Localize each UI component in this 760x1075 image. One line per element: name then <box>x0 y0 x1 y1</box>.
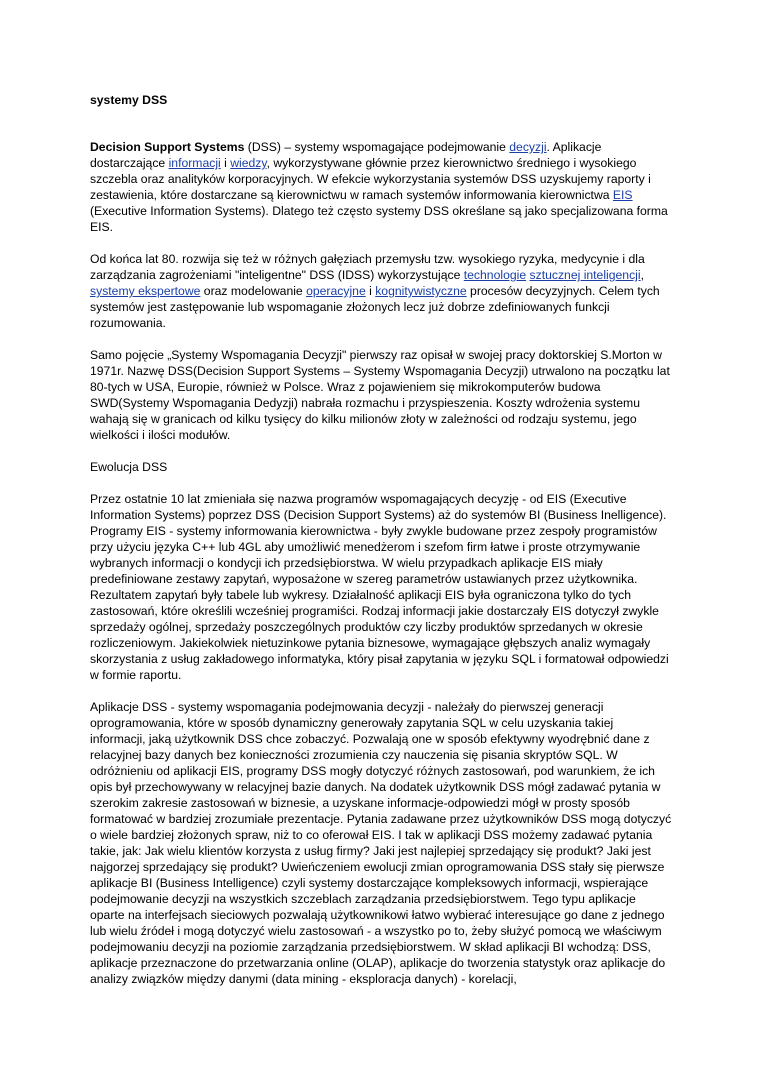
document-page <box>90 91 672 1003</box>
link-eis[interactable]: EIS <box>612 188 633 202</box>
paragraph-dss-applications: Aplikacje DSS - systemy wspomagania podejmowania decyzji - należały do pierwszej generacji oprogramowania, które w sposób dynamiczny generowały zapytania SQL w celu uzyskania takiej informacji, jaką użytkownik DSS chce zobaczyć. Pozwalają one w sposób efektywny wyodrębnić dane z relacyjnej bazy danych bez konieczności zrozumienia czy nauczenia się pisania skryptów SQL. W odróżnieniu od aplikacji EIS, programy DSS mogły dotyczyć różnych zastosowań, pod warunkiem, że ich opis był przechowywany w relacyjnej bazie danych. Na dodatek użytkownik DSS mógł zadawać pytania w szerokim zakresie zastosowań w biznesie, a uzyskane informacje-odpowiedzi mógł w prosty sposób formatować w bardziej zrozumiałe prezentacje. Pytania zadawane przez użytkowników DSS mogą dotyczyć o wiele bardziej złożonych spraw, niż to co oferował EIS. I tak w aplikacji DSS możemy zadawać pytania takie, jak: Jak wielu klientów korzysta z usług firmy? Jaki jest najlepiej sprzedający się produkt? Jaki jest najgorzej sprzedający się produkt? Uwieńczeniem ewolucji zmian oprogramowania DSS stały się pierwsze aplikacje BI (Business Intelligence) czyli systemy dostarczające kompleksowych informacji, wspierające podejmowanie decyzji na wszystkich szczeblach zarządzania przedsiębiorstwem. Tego typu aplikacje oparte na interfejsach sieciowych pozwalają użytkownikowi łatwo wybierać interesujące go dane z jednego lub wielu źródeł i mogą dotyczyć wielu zastosowań - a wszystko po to, żeby służyć pomocą we właściwym podejmowaniu decyzji na poziomie zarządzania przedsiębiorstwem. W skład aplikacji BI wchodzą: DSS, aplikacje przeznaczone do przetwarzania online (OLAP), aplikacje do tworzenia statystyk oraz aplikacje do analizy związków między danymi (data mining - eksploracja danych) - korelacji, <box>90 700 672 986</box>
link-wiedzy[interactable]: wiedzy <box>230 156 267 170</box>
term-decision-support-systems: Decision Support Systems <box>90 140 245 154</box>
link-operacyjne[interactable]: operacyjne <box>306 284 366 298</box>
link-kognitywistyczne[interactable]: kognitywistyczne <box>375 284 467 298</box>
document-title: systemy DSS <box>90 93 168 107</box>
link-sztucznej-inteligencji[interactable]: sztucznej inteligencji <box>529 268 641 282</box>
link-technologie[interactable]: technologie <box>463 268 527 282</box>
paragraph-dss-definition: Decision Support Systems (DSS) – systemy wspomagające podejmowanie decyzji. Aplikacje dostarczające informacji i wiedzy, wykorzystywane głównie przez kierownictwo średniego i wysokiego szczebla oraz analityków korporacyjnych. W efekcie wykorzystania systemów DSS uzyskujemy raporty i zestawienia, które dostarczane są kierownictwu w ramach systemów informowania kierownictwa EIS (Executive Information Systems). Dlatego też często systemy DSS określane są jako specjalizowana forma EIS. <box>90 140 668 234</box>
link-decyzji[interactable]: decyzji <box>509 140 547 154</box>
link-informacji[interactable]: informacji <box>168 156 221 170</box>
link-systemy-ekspertowe[interactable]: systemy ekspertowe <box>90 284 201 298</box>
section-heading-ewolucja: Ewolucja DSS <box>90 460 168 474</box>
paragraph-idss: Od końca lat 80. rozwija się też w różnych gałęziach przemysłu tzw. wysokiego ryzyka, medycynie i dla zarządzania zagrożeniami "inteligentne" DSS (IDSS) wykorzystujące technologie sztucznej inteligencji, systemy ekspertowe oraz modelowanie operacyjne i kognitywistyczne procesów decyzyjnych. Celem tych systemów jest zastępowanie lub wspomaganie złożonych lecz już dobrze zdefiniowanych funkcji rozumowania. <box>90 252 660 330</box>
paragraph-eis-evolution: Przez ostatnie 10 lat zmieniała się nazwa programów wspomagających decyzję - od EIS (Executive Information Systems) poprzez DSS (Decision Support Systems) aż do systemów BI (Business Inelligence). Programy EIS - systemy informowania kierownictwa - były zwykle budowane przez zespoły programistów przy użyciu języka C++ lub 4GL aby umożliwić menedżerom i szefom firm łatwe i proste otrzymywanie wybranych informacji o kondycji ich przedsiębiorstwa. W wielu przypadkach aplikacje EIS miały predefiniowane zestawy zapytań, wyposażone w szereg parametrów ustawianych przez użytkownika. Rezultatem zapytań były tabele lub wykresy. Działalność aplikacji EIS była ograniczona tylko do tych zastosowań, które określili wcześniej programiści. Rodzaj informacji jakie dostarczały EIS dotyczył zwykle sprzedaży ogólnej, sprzedaży poszczególnych produktów czy liczby produktów sprzedanych w okresie rozliczeniowym. Jakiekolwiek nietuzinkowe pytania biznesowe, wymagające głębszych analiz wymagały skorzystania z usług zakładowego informatyka, który pisał zapytania w języku SQL i formatował odpowiedzi w formie raportu. <box>90 492 669 682</box>
paragraph-history: Samo pojęcie „Systemy Wspomagania Decyzji" pierwszy raz opisał w swojej pracy doktorskiej S.Morton w 1971r. Nazwę DSS(Decision Support Systems – Systemy Wspomagania Decyzji) utrwalono na początku lat 80-tych w USA, Europie, również w Polsce. Wraz z pojawieniem się mikrokomputerów budowa SWD(Systemy Wspomagania Dedyzji) nabrała rozmachu i przyspieszenia. Koszty wdrożenia systemu wahają się w granicach od kilku tysięcy do kilku milionów złoty w zależności od rodzaju systemu, jego wielkości i ilości modułów. <box>90 348 670 442</box>
